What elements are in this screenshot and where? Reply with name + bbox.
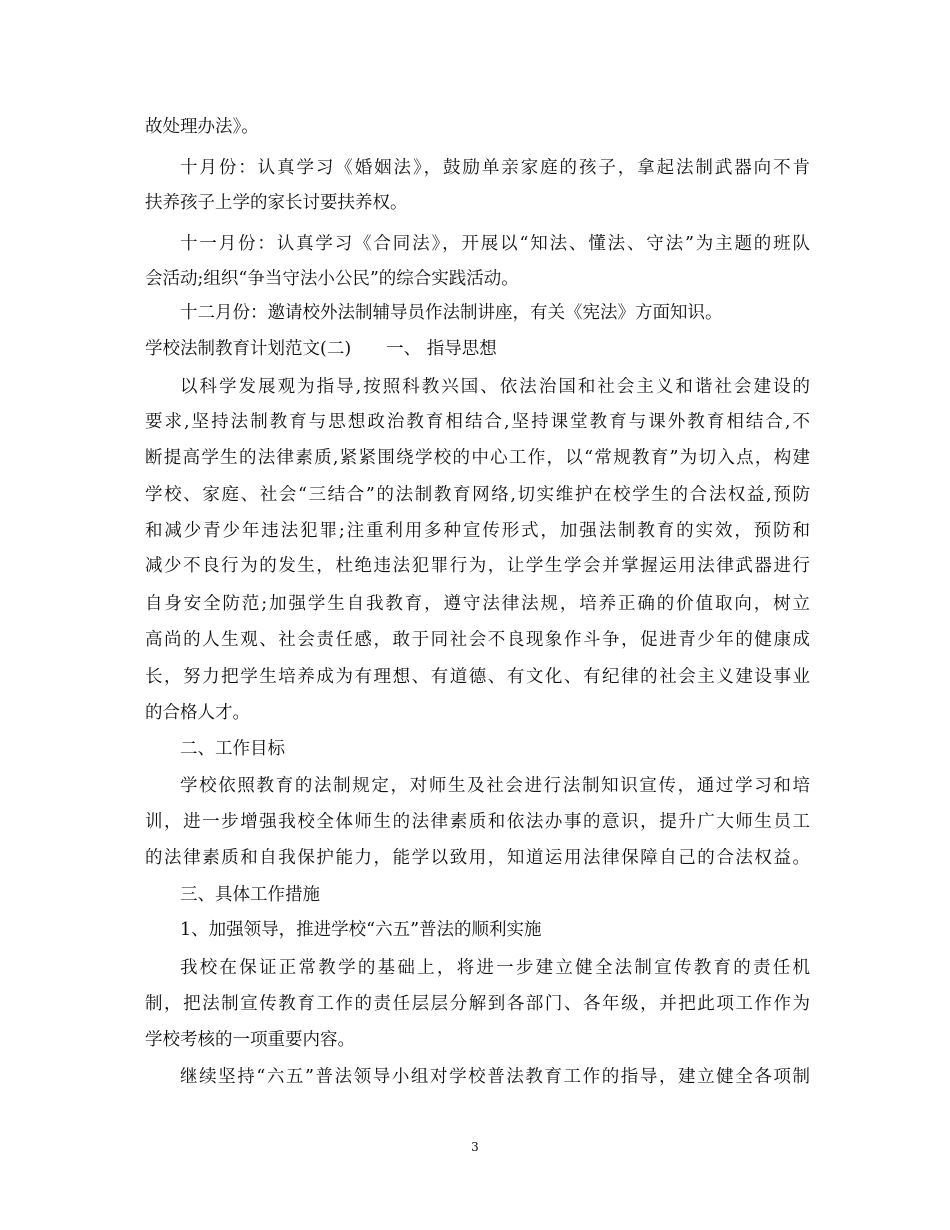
text-line: 自身安全防范;加强学生自我教育，遵守法律法规，培养正确的价值取向，树立 xyxy=(145,594,810,614)
text-line: 以科学发展观为指导,按照科教兴国、依法治国和社会主义和谐社会建设的 xyxy=(180,377,810,397)
text-line: 会活动;组织“争当守法小公民”的综合实践活动。 xyxy=(145,269,519,289)
text-line: 十月份：认真学习《婚姻法》，鼓励单亲家庭的孩子，拿起法制武器向不肯 xyxy=(180,158,810,178)
text-line: 我校在保证正常教学的基础上，将进一步建立健全法制宣传教育的责任机 xyxy=(180,958,810,978)
section-heading: 三、具体工作措施 xyxy=(180,885,320,905)
text-line: 制，把法制宣传教育工作的责任层层分解到各部门、各年级，并把此项工作作为 xyxy=(145,994,810,1014)
text-line: 学校考核的一项重要内容。 xyxy=(145,1030,355,1050)
text-line: 十二月份：邀请校外法制辅导员作法制讲座，有关《宪法》方面知识。 xyxy=(180,303,723,323)
text-line: 训，进一步增强我校全体师生的法律素质和依法办事的意识，提升广大师生员工 xyxy=(145,812,810,832)
text-line: 和减少青少年违法犯罪;注重利用多种宣传形式，加强法制教育的实效，预防和 xyxy=(145,521,810,541)
text-line: 的合格人才。 xyxy=(145,703,250,723)
section-heading: 二、工作目标 xyxy=(180,739,285,759)
text-line: 故处理办法》。 xyxy=(145,117,259,137)
subsection-heading: 1、加强领导，推进学校“六五”普法的顺利实施 xyxy=(180,920,542,940)
text-line: 断提高学生的法律素质,紧紧围绕学校的中心工作，以“常规教育”为切入点，构建 xyxy=(145,448,810,468)
text-line: 学校依照教育的法制规定，对师生及社会进行法制知识宣传，通过学习和培 xyxy=(180,776,810,796)
text-line: 扶养孩子上学的家长讨要扶养权。 xyxy=(145,193,408,213)
text-line: 高尚的人生观、社会责任感，敢于同社会不良现象作斗争，促进青少年的健康成 xyxy=(145,630,810,650)
text-line: 长，努力把学生培养成为有理想、有道德、有文化、有纪律的社会主义建设事业 xyxy=(145,667,810,687)
text-line: 十一月份：认真学习《合同法》，开展以“知法、懂法、守法”为主题的班队 xyxy=(180,234,810,254)
text-line: 要求,坚持法制教育与思想政治教育相结合,坚持课堂教育与课外教育相结合,不 xyxy=(145,412,810,432)
text-line: 减少不良行为的发生，杜绝违法犯罪行为，让学生学会并掌握运用法律武器进行 xyxy=(145,556,810,576)
text-line: 的法律素质和自我保护能力，能学以致用，知道运用法律保障自己的合法权益。 xyxy=(145,848,810,868)
text-line: 继续坚持“六五”普法领导小组对学校普法教育工作的指导，建立健全各项制 xyxy=(180,1067,810,1087)
section-heading: 学校法制教育计划范文(二) 一、 指导思想 xyxy=(145,339,497,359)
page-number: 3 xyxy=(471,1140,479,1154)
text-line: 学校、家庭、社会“三结合”的法制教育网络,切实维护在校学生的合法权益,预防 xyxy=(145,485,810,505)
